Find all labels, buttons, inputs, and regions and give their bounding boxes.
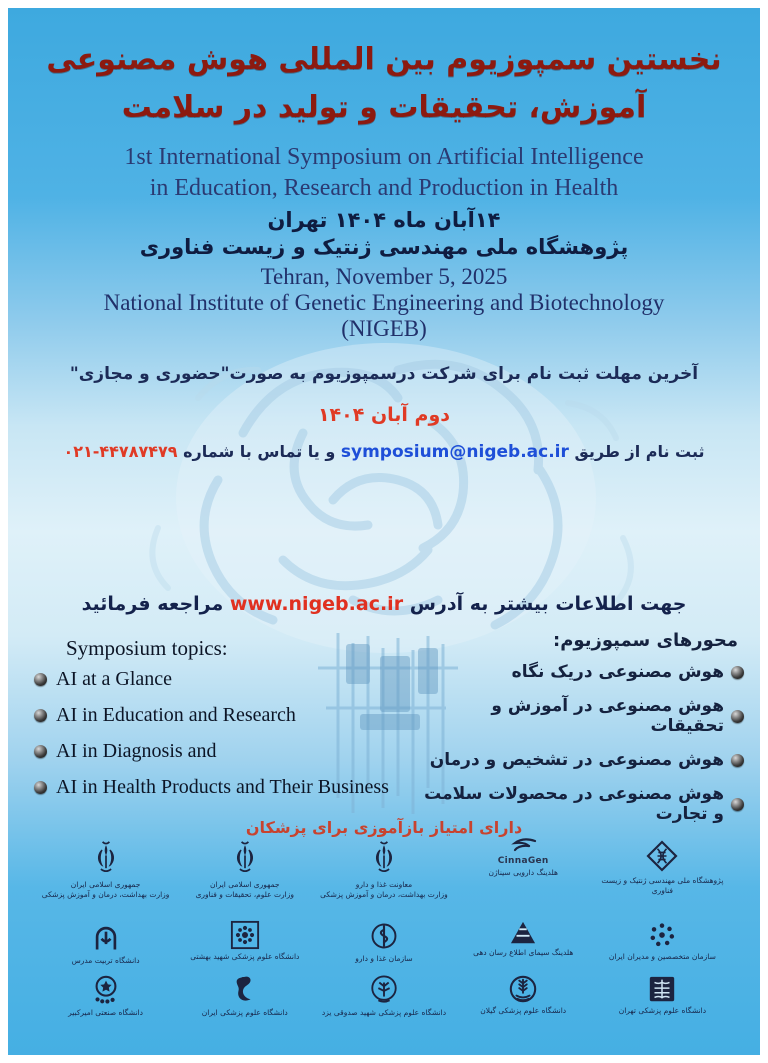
poster-title-en-line1: 1st International Symposium on Artificial Intelligence [124, 144, 644, 170]
bullet-sphere-icon [731, 798, 744, 811]
circle-ring-icon [647, 920, 677, 950]
topic-item-en [34, 704, 434, 727]
iran-emblem-icon [228, 838, 262, 878]
logo-caption: سازمان متخصصین و مدیران ایران [608, 952, 716, 961]
logo-brand-text: CinnaGen [497, 856, 549, 866]
cme-credit-note: دارای امتیاز بازآموزی برای پزشکان [245, 818, 523, 837]
logo-staff-emblem [314, 920, 453, 966]
event-date-en: Tehran, November 5, 2025 [260, 264, 508, 289]
logo-iran-emblem [314, 838, 453, 900]
logo-caption: پژوهشگاه ملی مهندسی ژنتیک و زیست فناوری [601, 876, 724, 895]
event-venue-en: National Institute of Genetic Engineering and Biotechnology [103, 290, 665, 315]
logo-arch-emblem [36, 920, 175, 966]
logo-iran-emblem [36, 838, 175, 900]
logo-caption: سازمان غذا و دارو [355, 954, 413, 963]
logo-dna-diamond [593, 838, 732, 900]
topic-label: AI at a Glance [56, 668, 173, 690]
topic-label: هوش مصنوعی در آموزش و تحقیقات [491, 696, 724, 736]
topic-item-fa [414, 750, 744, 770]
poster-title-en-line2: in Education, Research and Production in Health [149, 175, 619, 201]
topic-item-fa [414, 662, 744, 682]
iran-emblem-icon [89, 838, 123, 878]
bullet-sphere-icon [731, 666, 744, 679]
logo-caption: دانشگاه تربیت مدرس [71, 956, 140, 965]
topic-label: AI in Diagnosis and [56, 740, 217, 762]
info-suffix-label: مراجعه فرمائید [81, 593, 224, 615]
logo-book-square [593, 974, 732, 1018]
medallion-icon [90, 974, 122, 1006]
topic-item-en [34, 668, 434, 691]
logo-pyramid [454, 920, 593, 966]
poster-title-fa-line1: نخستین سمپوزیوم بین المللی هوش مصنوعی [46, 42, 722, 77]
logo-circle-ring [593, 920, 732, 966]
logo-caption: دانشگاه علوم پزشکی تهران [618, 1006, 707, 1015]
bullet-sphere-icon [731, 710, 744, 723]
bullet-sphere-icon [34, 745, 47, 758]
wheat-circle-icon [508, 974, 538, 1004]
logo-swan [175, 974, 314, 1018]
pyramid-icon [506, 920, 540, 946]
logo-caption: دانشگاه علوم پزشکی شهید صدوقی یزد [321, 1008, 447, 1017]
registration-deadline-text: آخرین مهلت ثبت نام برای شرکت درسمپوزیوم به صورت"حضوری و مجازی" [69, 364, 699, 384]
bullet-sphere-icon [34, 709, 47, 722]
topics-heading-fa: محورهای سمپوزیوم: [553, 630, 738, 651]
topic-item-en [34, 740, 434, 763]
swan-icon [232, 974, 258, 1006]
website-url: www.nigeb.ac.ir [229, 593, 404, 615]
logo-caption: دانشگاه علوم پزشکی ایران [201, 1008, 288, 1017]
logo-caption: معاونت غذا و دارو وزارت بهداشت، درمان و آموزش پزشکی [320, 880, 448, 899]
iran-emblem-icon [367, 838, 401, 878]
logos-row-3 [36, 974, 732, 1018]
more-info-line [8, 593, 760, 615]
topic-item-en [34, 776, 434, 799]
event-venue-fa: پژوهشگاه ملی مهندسی ژنتیک و زیست فناوری [139, 235, 629, 259]
logo-caption: دانشگاه علوم پزشکی شهید بهشتی [190, 952, 300, 961]
symposium-poster [8, 8, 760, 1055]
registration-deadline-date: دوم آبان ۱۴۰۴ [317, 404, 451, 426]
logo-caption: جمهوری اسلامی ایران وزارت علوم، تحقیقات و فناوری [195, 880, 294, 899]
bullet-sphere-icon [731, 754, 744, 767]
logo-caption: هلدینگ سیمای اطلاع رسان دهی [473, 948, 574, 957]
dna-diamond-icon [644, 838, 680, 874]
event-venue-abbr: (NIGEB) [341, 316, 427, 341]
topic-item-fa [414, 696, 744, 736]
topic-label: AI in Health Products and Their Business [56, 776, 389, 798]
topic-label: AI in Education and Research [56, 704, 296, 726]
registration-line [8, 442, 760, 462]
topics-list-fa [414, 662, 744, 838]
logos-row-2 [36, 920, 732, 966]
bullet-sphere-icon [34, 673, 47, 686]
poster-title-fa-line2: آموزش، تحقیقات و تولید در سلامت [121, 90, 647, 125]
book-square-icon [647, 974, 677, 1004]
info-prefix-label: جهت اطلاعات بیشتر به آدرس [409, 593, 687, 615]
logo-tree-emblem [314, 974, 453, 1018]
logo-wheat-circle [454, 974, 593, 1018]
logo-caption: هلدینگ دارویی سیناژن [488, 868, 558, 877]
logo-iran-emblem [175, 838, 314, 900]
tree-emblem-icon [369, 974, 399, 1006]
event-date-fa: ۱۴آبان ماه ۱۴۰۴ تهران [267, 208, 501, 232]
logo-flower-square [175, 920, 314, 966]
logo-caption: دانشگاه علوم پزشکی گیلان [480, 1006, 567, 1015]
register-email-address: symposium@nigeb.ac.ir [340, 442, 569, 462]
logos-row-1 [36, 838, 732, 900]
staff-emblem-icon [369, 920, 399, 952]
arch-emblem-icon [90, 920, 122, 954]
logo-cinnagen [454, 838, 593, 900]
cinnagen-icon [501, 838, 545, 854]
logo-caption: جمهوری اسلامی ایران وزارت بهداشت، درمان و آموزش پزشکی [41, 880, 170, 899]
logo-caption: دانشگاه صنعتی امیرکبیر [68, 1008, 143, 1017]
topics-list-en [34, 668, 434, 812]
flower-square-icon [230, 920, 260, 950]
topics-heading-en: Symposium topics: [66, 636, 228, 660]
register-prefix-label: ثبت نام از طریق [574, 442, 705, 461]
register-middle-label: و یا تماس با شماره [183, 442, 336, 461]
register-phone-number: ۰۲۱-۴۴۷۸۷۴۷۹ [63, 442, 178, 461]
topic-label: هوش مصنوعی در تشخیص و درمان [429, 750, 724, 770]
topic-label: هوش مصنوعی در محصولات سلامت و تجارت [424, 784, 724, 824]
logo-medallion [36, 974, 175, 1018]
topic-label: هوش مصنوعی دریک نگاه [511, 662, 724, 682]
bullet-sphere-icon [34, 781, 47, 794]
